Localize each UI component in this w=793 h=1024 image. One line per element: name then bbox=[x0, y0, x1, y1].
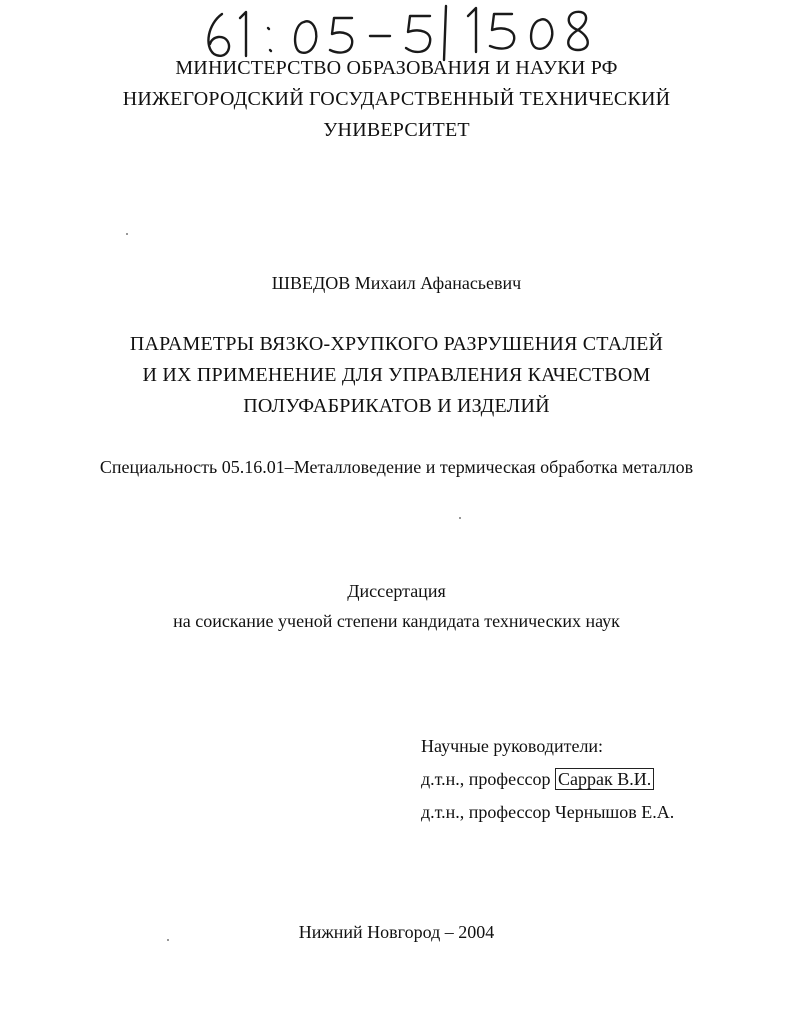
ministry-header: МИНИСТЕРСТВО ОБРАЗОВАНИЯ И НАУКИ РФ bbox=[175, 57, 618, 79]
thesis-title-line2: И ИХ ПРИМЕНЕНИЕ ДЛЯ УПРАВЛЕНИЯ КАЧЕСТВОМ bbox=[142, 364, 651, 386]
dissertation-label: Диссертация bbox=[347, 581, 446, 601]
thesis-title-line1: ПАРАМЕТРЫ ВЯЗКО-ХРУПКОГО РАЗРУШЕНИЯ СТАЛЕЙ bbox=[129, 333, 664, 355]
advisor-1-title: д.т.н., профессор bbox=[421, 769, 551, 789]
advisor-1-name: Саррак В.И. bbox=[555, 768, 654, 790]
handwritten-archive-number bbox=[200, 4, 620, 64]
university-name-line1: НИЖЕГОРОДСКИЙ ГОСУДАРСТВЕННЫЙ ТЕХНИЧЕСКИЙ bbox=[122, 88, 671, 110]
scan-speck bbox=[126, 233, 128, 235]
scan-speck bbox=[167, 939, 169, 941]
scan-speck bbox=[459, 517, 461, 519]
university-name-line2: УНИВЕРСИТЕТ bbox=[323, 119, 470, 141]
degree-line: на соискание ученой степени кандидата технических наук bbox=[173, 611, 620, 631]
author-name: ШВЕДОВ Михаил Афанасьевич bbox=[271, 273, 522, 293]
advisors-heading: Научные руководители: bbox=[421, 736, 604, 756]
city-year-footer: Нижний Новгород – 2004 bbox=[298, 922, 495, 942]
advisor-2: д.т.н., профессор Чернышов Е.А. bbox=[421, 802, 675, 822]
thesis-title-line3: ПОЛУФАБРИКАТОВ И ИЗДЕЛИЙ bbox=[243, 395, 550, 417]
advisors-block bbox=[421, 734, 751, 833]
specialty-line: Специальность 05.16.01–Металловедение и термическая обработка металлов bbox=[99, 457, 694, 477]
advisor-1 bbox=[421, 767, 751, 800]
